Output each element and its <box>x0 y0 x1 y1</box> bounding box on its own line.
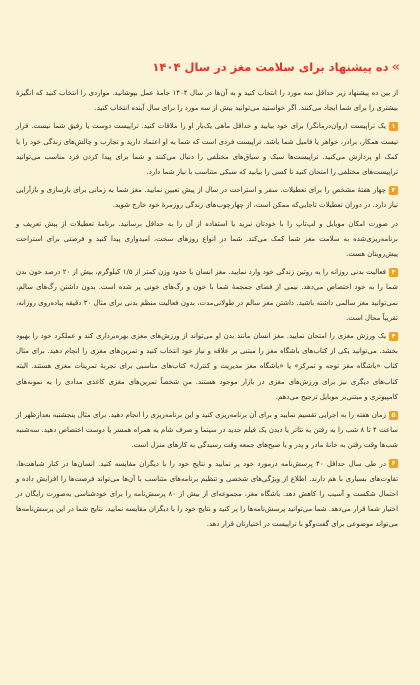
list-item <box>16 408 398 454</box>
page-title-text: ده پیشنهاد برای سلامت مغز در سال ۱۴۰۴ <box>152 60 389 74</box>
item-text: در صورت امکان موبایل و لپ‌تاپ را با خودتان نبرید یا استفاده از آن را به حداقل برسانید. برنامهٔ تعطیلات از پیش تعریف و برنامه‌ریزی‌شده به سلامت مغز شما کمک می‌کند. شما در انواع روزهای سخت، امیدواری پیدا کنید و فرصتی برای استراحت پیش‌رویتان هست. <box>16 219 398 259</box>
list-item <box>16 265 398 326</box>
list-item-continuation <box>16 217 398 263</box>
item-text: یک ورزش مغزی را امتحان نمایید. مغز انسان مانند بدن او می‌تواند از ورزش‌های مغزی بهره‌برداری کند و عملکرد خود را بهبود بخشد. می‌توانید یکی از کتاب‌های باشگاه مغز را مبتنی بر علاقه و نیاز خود انتخاب کنید و تمرین‌های مغزی را انجام دهید. برای مثال کتاب «باشگاه مغز توجه و تمرکز» یا «باشگاه مغز مدیریت و کنترل» کتاب‌های مناسبی برای تجربهٔ تمرینات مغزی هستند. البته کتاب‌های دیگری نیز برای ورزش‌های مغزی در بازار موجود هستند. من شخصاً تمرین‌های مغزی کاغذی مدادی را به نمونه‌های کامپیوتری و مبتنی‌بر موبایل ترجیح می‌دهم. <box>16 332 398 401</box>
article-body <box>16 86 398 536</box>
item-number-badge: ۱ <box>389 122 398 131</box>
double-chevron-icon: » <box>391 60 400 75</box>
item-number-badge: ۲ <box>389 186 398 195</box>
item-number-badge: ۳ <box>389 268 398 277</box>
item-number-badge: ۵ <box>389 411 398 420</box>
item-text: در طی سال حداقل ۴۰ پرسش‌نامه درمورد خود پر نمایید و نتایج خود را با دیگران مقایسه کنید. انسان‌ها در کنار شباهت‌ها، تفاوت‌های بسیاری با هم دارند. اطلاع از ویژگی‌های شخصی و تنظیم برنامه‌های متناسب با آن‌ها می‌تواند فرصت‌ها را افزایش داده و احتمال شکست و آسیب را کاهش دهد. باشگاه مغز، مجموعه‌ای از بیش از ۸۰ پرسش‌نامه را برای خودشناسی به‌صورت رایگان در اختیار شما قرار می‌دهد. شما می‌توانید پرسش‌نامه‌ها را پر کنید و نتایج خود را با دیگران مقایسه نمایید. نتایج شما در این پرسش‌نامه‌ها می‌تواند موضوعی برای گفت‌وگو با تراپیست در اختیارتان قرار دهد. <box>16 459 399 529</box>
item-number-badge: ۴ <box>389 332 398 341</box>
list-item <box>16 183 398 213</box>
item-text: زمان هفته را به اجرایی تقسیم نمایید و برای آن برنامه‌ریزی کنید و این برنامه‌ریزی را انجام دهید. برای مثال پنجشنبه بعدازظهر از ساعت ۴ تا ۸ شب را به رفتن به تئاتر یا دیدن یک فیلم جدید در سینما و صرف شام به همراه همسر یا دوست اختصاص دهید. سه‌شنبه شب‌ها وقت رفتن به خانهٔ مادر و پدر و یا صبح‌های جمعه وقت رسیدگی به کارهای منزل است. <box>16 411 398 450</box>
item-text: چهار هفتهٔ مشخص را برای تعطیلات، سفر و استراحت در سال از پیش تعیین نمایید. مغز شما به زمانی برای بازسازی و بازآرایی نیاز دارد. در دوران تعطیلات تاجایی‌که ممکن است، از چهارچوب‌های زندگی روزمرهٔ خود خارج شوید. <box>16 186 398 210</box>
list-item <box>16 119 398 180</box>
item-text: یک تراپیست (روان‌درمانگر) برای خود بیابید و حداقل ماهی یک‌بار او را ملاقات کنید. تراپیست دوست یا رفیق شما نیست. قرار نیست همکار، برادر، خواهر یا فامیل شما باشد. تراپیست فردی است که شما به او اعتماد دارید و تجارب و چالش‌های زندگی خود را با کمک او پردازش می‌کنید. تراپیست‌ها سبک و سیاق‌های مختلفی را دنبال می‌کنند و شما برای پیدا کردن فرد مناسب می‌توانید تراپیست‌های مختلفی را امتحان کنید تا کسی را بیابید که سبکی متناسب با نیاز شما دارد. <box>16 122 398 177</box>
item-text: فعالیت بدنی روزانه را به روتین زندگی خود وارد نمایید. مغز انسان با حدود وزن کمتر از ۱/۵ کیلوگرم، بیش از ۲۰ درصد خون بدن شما را به خود اختصاص می‌دهد. نیمی از فضای جمجمهٔ شما با خون و رگ‌های خونی پر شده است. بدون داشتن رگ‌های سالم، نمی‌توانید مغز سالمی داشته باشید. داشتن مغز سالم در طولانی‌مدت، بدون فعالیت منظم بدنی برای مثال ۳۰ دقیقه پیاده‌روی روزانه، تقریباً محال است. <box>16 268 398 322</box>
intro-paragraph: از بین ده پیشنهاد زیر حداقل سه مورد را انتخاب کنید و به آن‌ها در سال ۱۴۰۴ جامهٔ عمل بپوشانید. مواردی را انتخاب کنید که انگیزهٔ بیشتری را برای شما ایجاد می‌کنند. اگر خواستید می‌توانید بیش از سه مورد را برای سال آینده انتخاب کنید. <box>16 89 399 113</box>
item-number-badge: ۶ <box>389 459 398 468</box>
page-title <box>152 60 400 75</box>
list-item <box>16 457 398 533</box>
list-item <box>16 329 398 405</box>
